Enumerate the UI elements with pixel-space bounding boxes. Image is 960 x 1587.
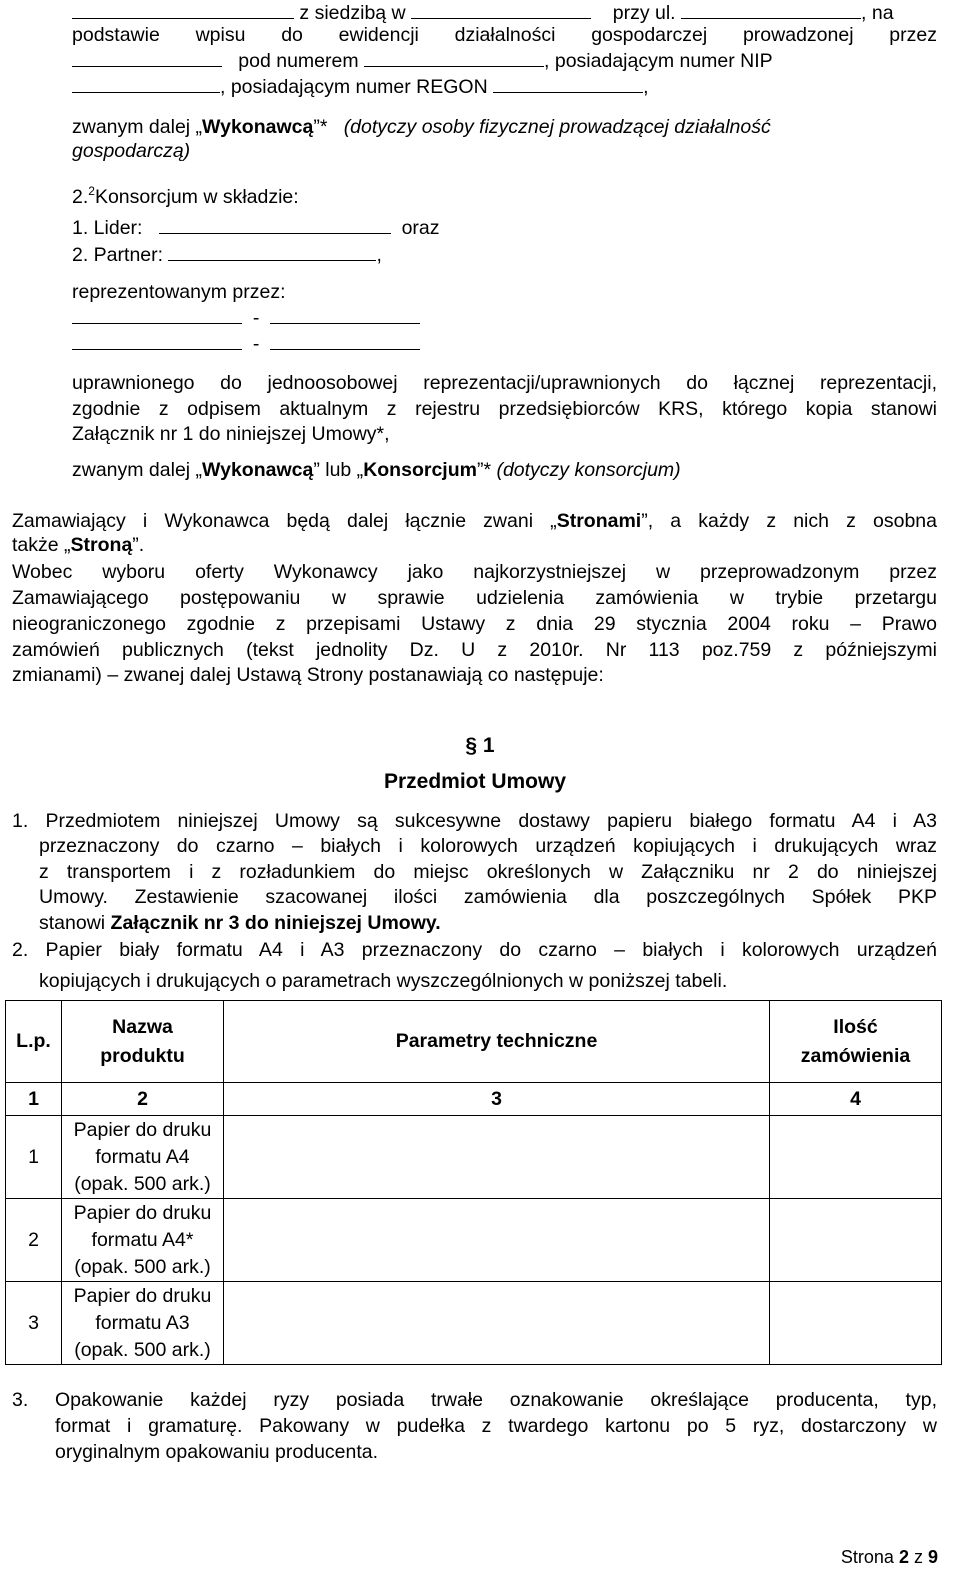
row-lp: 1	[6, 1116, 62, 1199]
regon-line: , posiadającym numer REGON ,	[72, 74, 649, 100]
row-params	[224, 1116, 770, 1199]
registry-line: podstawie wpisu do ewidencji działalności gospodarczej prowadzonej przez	[72, 24, 937, 46]
para1-line-5: stanowi Załącznik nr 3 do niniejszej Umowy.	[39, 912, 441, 934]
para3-line-1: Opakowanie każdej ryzy posiada trwałe oznakowanie określające producenta, typ,	[55, 1389, 937, 1411]
column-number-3: 3	[224, 1083, 770, 1116]
address-line: z siedzibą w przy ul. , na	[72, 0, 894, 26]
header-product-name: Nazwa produktu	[62, 1001, 224, 1083]
header-quantity: Ilość zamówienia	[770, 1001, 942, 1083]
parties-line-6: zamówień publicznych (tekst jednolity Dz. U z 2010r. Nr 113 poz.759 z późniejszymi	[12, 639, 937, 661]
para3-line-2: format i gramaturę. Pakowany w pudełka z twardego kartonu po 5 ryz, dostarczony w	[55, 1415, 937, 1437]
para1-line-1: 1. Przedmiotem niniejszej Umowy są sukcesywne dostawy papieru białego formatu A4 i A3	[12, 810, 937, 832]
header-lp: L.p.	[6, 1001, 62, 1083]
table-header-row	[6, 1001, 942, 1083]
page-number: Strona 2 z 9	[840, 1547, 938, 1567]
table-row	[6, 1199, 942, 1282]
column-number-2: 2	[62, 1083, 224, 1116]
para2-line-2: kopiujących i drukujących o parametrach wyszczególnionych w poniższej tabeli.	[39, 970, 728, 992]
representative-line-1: -	[72, 305, 420, 331]
authorization-line-2: zgodnie z odpisem aktualnym z rejestru przedsiębiorców KRS, którego kopia stanowi	[72, 398, 937, 420]
para3-number: 3.	[12, 1389, 29, 1411]
column-number-4: 4	[770, 1083, 942, 1116]
table-column-number-row	[6, 1083, 942, 1116]
consortium-partner: 2. Partner: ,	[72, 244, 382, 266]
para3-line-3: oryginalnym opakowaniu producenta.	[55, 1441, 379, 1463]
parameters-table	[5, 1000, 942, 1365]
row-params	[224, 1199, 770, 1282]
row-lp: 3	[6, 1282, 62, 1365]
number-nip-line: pod numerem , posiadającym numer NIP	[72, 48, 773, 74]
representative-line-2: -	[72, 331, 420, 357]
authorization-line-3: Załącznik nr 1 do niniejszej Umowy*,	[72, 423, 390, 445]
column-number-1: 1	[6, 1083, 62, 1116]
parties-line-5: nieograniczonego zgodnie z przepisami Ustawy z dnia 29 stycznia 2004 roku – Prawo	[12, 613, 937, 635]
parties-line-3: Wobec wyboru oferty Wykonawcy jako najkorzystniejszej w przeprowadzonym przez	[12, 561, 937, 583]
parties-line-2: także „Stroną”.	[12, 534, 145, 556]
section-symbol: § 1	[465, 734, 495, 757]
consortium-heading: 2.$^2$Konsorcjum w składzie:	[72, 184, 299, 208]
represented-by: reprezentowanym przez:	[72, 281, 286, 303]
table-row	[6, 1116, 942, 1199]
row-product: Papier do druku formatu A4 (opak. 500 ark.)	[62, 1116, 224, 1199]
authorization-line-1: uprawnionego do jednoosobowej reprezentacji/uprawnionych do łącznej reprezentacji,	[72, 372, 937, 394]
consortium-designation: zwanym dalej „Wykonawcą” lub „Konsorcjum”* (dotyczy konsorcjum)	[72, 459, 681, 481]
para1-line-2: przeznaczony do czarno – białych i kolorowych urządzeń kopiujących i drukujących wraz	[39, 835, 937, 857]
para1-line-4: Umowy. Zestawienie szacowanej ilości zamówienia dla poszczególnych Spółek PKP	[39, 886, 937, 908]
row-product: Papier do druku formatu A4* (opak. 500 ark.)	[62, 1199, 224, 1282]
table-row	[6, 1282, 942, 1365]
row-quantity	[770, 1116, 942, 1199]
para2-line-1: 2. Papier biały formatu A4 i A3 przeznaczony do czarno – białych i kolorowych urządzeń	[12, 939, 937, 961]
parties-line-1: Zamawiający i Wykonawca będą dalej łącznie zwani „Stronami”, a każdy z nich z osobna	[12, 510, 937, 532]
row-quantity	[770, 1282, 942, 1365]
header-tech-params: Parametry techniczne	[224, 1001, 770, 1083]
contractor-designation: zwanym dalej „Wykonawcą”* (dotyczy osoby fizycznej prowadzącej działalność	[72, 116, 771, 138]
parties-line-4: Zamawiającego postępowaniu w sprawie udzielenia zamówienia w trybie przetargu	[12, 587, 937, 609]
consortium-leader: 1. Lider: oraz	[72, 217, 440, 239]
row-quantity	[770, 1199, 942, 1282]
row-lp: 2	[6, 1199, 62, 1282]
section-title: Przedmiot Umowy	[383, 770, 567, 793]
row-product: Papier do druku formatu A3 (opak. 500 ark.)	[62, 1282, 224, 1365]
contractor-designation-cont: gospodarczą)	[72, 140, 191, 162]
parties-line-7: zmianami) – zwanej dalej Ustawą Strony postanawiają co następuje:	[12, 664, 604, 686]
row-params	[224, 1282, 770, 1365]
para1-line-3: z transportem i z rozładunkiem do miejsc określonych w Załączniku nr 2 do niniejszej	[39, 861, 937, 883]
